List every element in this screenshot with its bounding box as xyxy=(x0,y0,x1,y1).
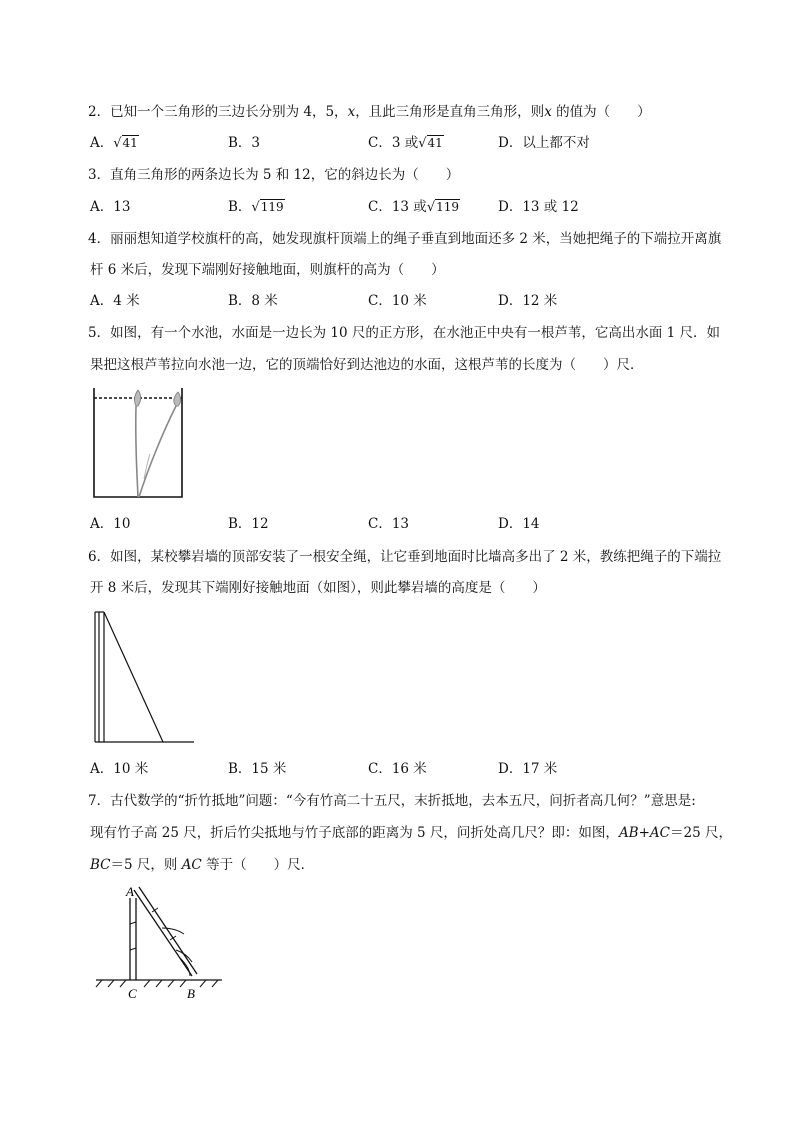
q3-option-c-radicand: 119 xyxy=(436,200,460,214)
q7-stem-line2 xyxy=(90,824,732,842)
q4-stem-line2: 杆 6 米后，发现下端刚好接触地面，则旗杆的高为（ ） xyxy=(90,262,445,278)
q6-option-b: B．15 米 xyxy=(228,761,287,777)
q7-stem-line1: 7．古代数学的“折竹抵地”问题：“今有竹高二十五尺，末折抵地，去本五尺，问折者高几何？”意思是: xyxy=(88,793,696,809)
q6-stem-line1: 6．如图，某校攀岩墙的顶部安装了一根安全绳，让它垂到地面时比墙高多出了 2 米，教练把绳子的下端拉 xyxy=(88,549,722,565)
q2-stem xyxy=(88,103,651,121)
q7-line2-part2: ＝25 尺， xyxy=(670,825,732,841)
ground-hatching xyxy=(96,980,218,987)
q6-option-a: A．10 米 xyxy=(90,761,149,777)
broken-bamboo-edge-2 xyxy=(139,887,197,974)
q3-option-b-radicand: 119 xyxy=(260,200,284,214)
q2-option-c-label: C．3 或 xyxy=(368,135,419,151)
q3-option-b-radical: √119 xyxy=(251,200,284,215)
q2-option-a-radicand: 41 xyxy=(122,136,138,150)
q5-stem-line2: 果把这根芦苇拉向水池一边，它的顶端恰好到达池边的水面，这根芦苇的长度为（ ）尺． xyxy=(90,357,644,373)
q2-option-c xyxy=(368,134,444,153)
broken-node-2 xyxy=(170,936,176,940)
q2-stem-part2: ，且此三角形是直角三角形，则 xyxy=(355,104,545,120)
q6-option-c: C．16 米 xyxy=(368,761,427,777)
q3-option-c-radical: √119 xyxy=(426,200,460,215)
pond-reed-figure xyxy=(86,384,192,502)
label-c: C xyxy=(128,986,137,1001)
q3-option-c-label: C．13 或 xyxy=(368,199,427,215)
q7-var-bc: BC xyxy=(90,857,111,873)
q2-option-a-label: A． xyxy=(90,135,114,151)
q4-stem-line1: 4．丽丽想知道学校旗杆的高，她发现旗杆顶端上的绳子垂直到地面还多 2 米，当她把绳子的下端拉开离旗 xyxy=(88,231,722,247)
bamboo-node-2 xyxy=(130,948,136,950)
label-b: B xyxy=(187,986,195,1001)
q4-option-c: C．10 米 xyxy=(368,293,427,309)
q2-stem-part1: 2．已知一个三角形的三边长分别为 4，5， xyxy=(88,104,348,120)
q2-option-a xyxy=(90,134,139,153)
reed-vertical xyxy=(136,406,138,497)
q5-option-c: C．13 xyxy=(368,516,410,532)
q5-stem-line1: 5．如图，有一个水池，水面是一边长为 10 尺的正方形，在水池正中央有一根芦苇，它高出水面 1 尺．如 xyxy=(88,325,721,341)
reed-vertical-tip xyxy=(135,390,141,406)
q7-expr-ab-ac: AB+AC xyxy=(618,825,670,841)
q2-option-a-radical: √41 xyxy=(113,136,138,151)
q2-option-c-radical: √41 xyxy=(418,136,443,151)
q2-var-x2: x xyxy=(544,104,552,120)
q3-option-b-label: B． xyxy=(228,199,252,215)
q3-stem: 3．直角三角形的两条边长为 5 和 12，它的斜边长为（ ） xyxy=(88,167,460,183)
q3-option-d: D．13 或 12 xyxy=(498,199,579,215)
q7-stem-line3 xyxy=(90,856,314,874)
q7-var-ac: AC xyxy=(181,857,202,873)
q6-option-d: D．17 米 xyxy=(498,761,558,777)
q4-option-b: B．8 米 xyxy=(228,293,278,309)
q7-line3-part1: ＝5 尺，则 xyxy=(110,857,182,873)
broken-bamboo-figure xyxy=(92,884,227,1002)
bamboo-node-1 xyxy=(130,922,136,924)
q5-option-a: A．10 xyxy=(90,516,131,532)
q2-stem-part3: 的值为（ ） xyxy=(551,104,651,120)
climbing-wall-figure xyxy=(90,608,196,746)
q7-line2-part1: 现有竹子高 25 尺，折后竹尖抵地与竹子底部的距离为 5 尺，问折处高几尺？即：如图， xyxy=(90,825,619,841)
q2-var-x: x xyxy=(347,104,356,120)
label-a: A xyxy=(126,884,134,899)
reed-leaning-tip xyxy=(174,392,181,406)
q2-option-d: D．以上都不对 xyxy=(498,135,590,151)
q4-option-a: A．4 米 xyxy=(90,293,140,309)
q2-option-c-radicand: 41 xyxy=(427,136,443,150)
q5-option-d: D．14 xyxy=(498,516,540,532)
reed-leaning xyxy=(139,406,176,497)
q5-option-b: B．12 xyxy=(228,516,269,532)
rope-line xyxy=(104,612,163,742)
q3-option-b xyxy=(228,198,285,217)
q3-option-c xyxy=(368,198,460,217)
bamboo-leaf-1 xyxy=(162,928,184,934)
q2-option-b: B．3 xyxy=(228,135,261,151)
q7-line3-part2: 等于（ ）尺． xyxy=(201,857,315,873)
q3-option-a: A．13 xyxy=(90,199,131,215)
q4-option-d: D．12 米 xyxy=(498,293,558,309)
q6-stem-line2: 开 8 米后，发现其下端刚好接触地面（如图），则此攀岩墙的高度是（ ） xyxy=(90,580,546,596)
